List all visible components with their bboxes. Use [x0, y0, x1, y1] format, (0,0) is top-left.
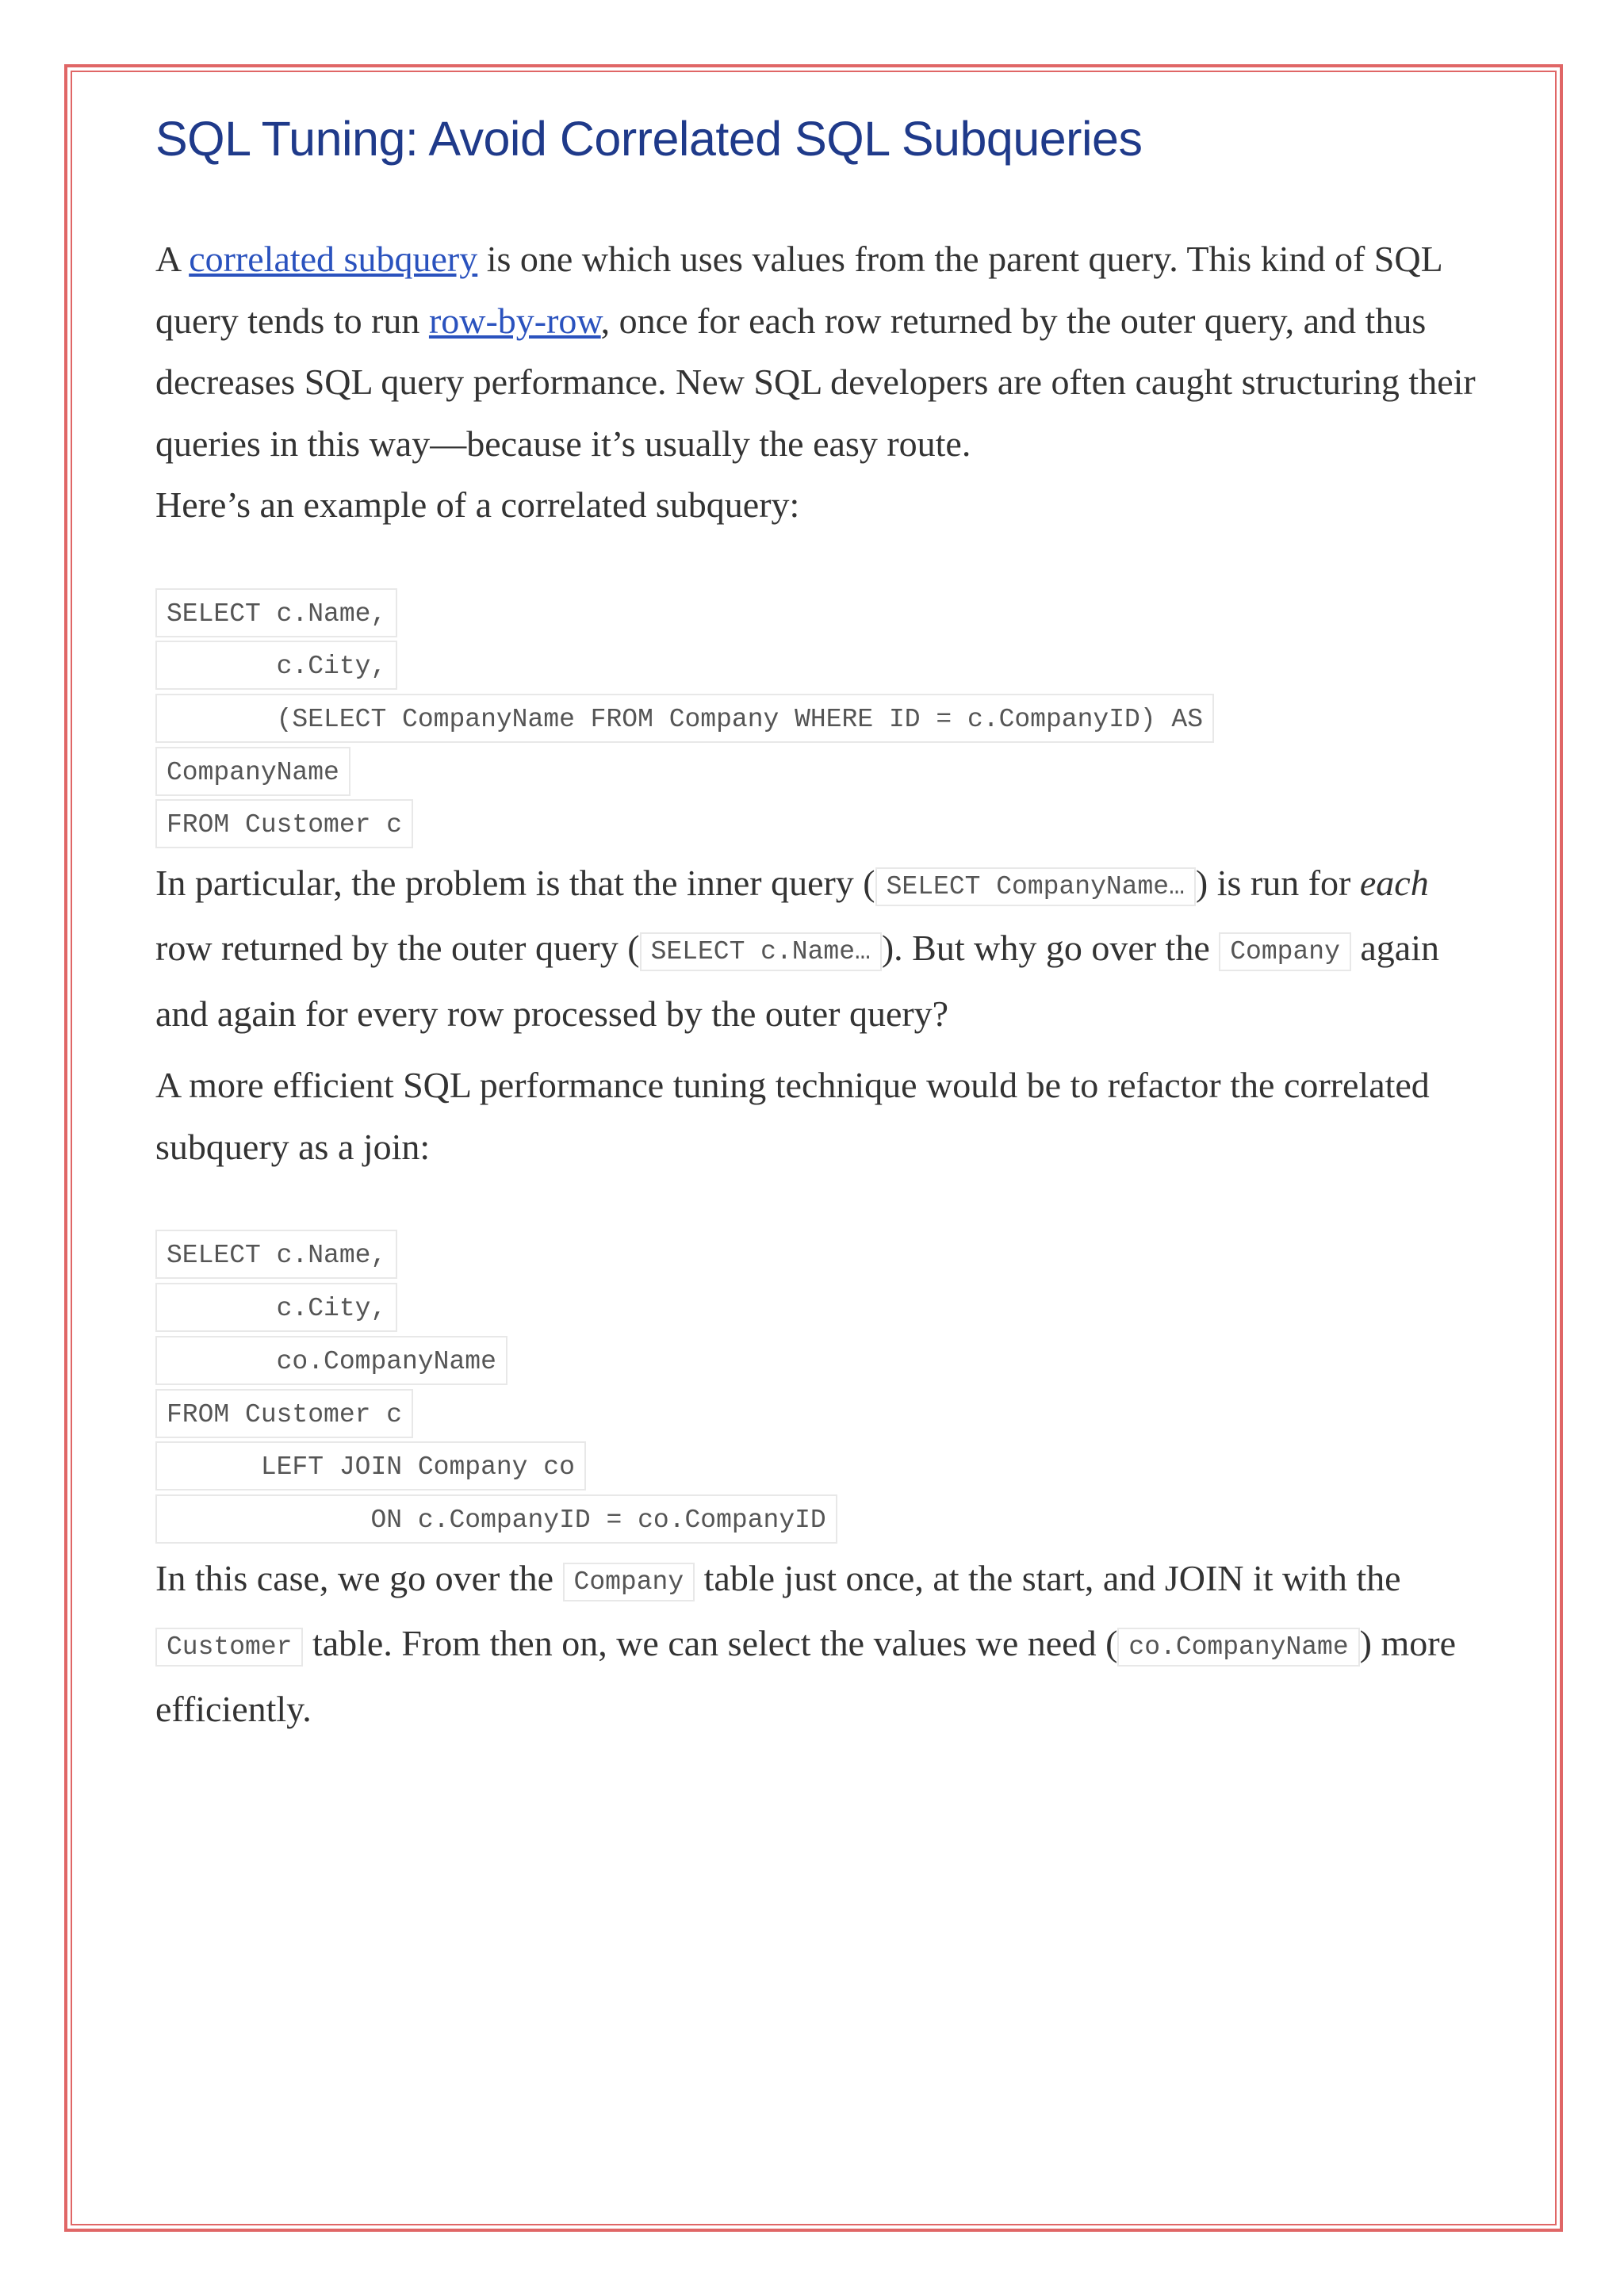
inline-code: SELECT c.Name…: [640, 932, 882, 971]
code-line: [155, 1230, 1488, 1283]
problem-text: row returned by the outer query (: [155, 928, 640, 969]
problem-text: ). But why go over the: [881, 928, 1220, 969]
code-text: co.CompanyName: [155, 1336, 508, 1385]
row-by-row-link[interactable]: row-by-row: [428, 300, 601, 341]
code-line: [155, 641, 1488, 694]
problem-paragraph: [155, 852, 1488, 1045]
problem-text: again and again for every row processed by the outer query?: [155, 928, 1439, 1034]
code-line: [155, 1494, 1488, 1548]
conclusion-paragraph: [155, 1548, 1488, 1740]
conclusion-text: In this case, we go over the: [155, 1557, 563, 1598]
intro-prefix: A: [155, 239, 190, 279]
problem-text: ) is run for: [1195, 862, 1360, 903]
code-line: [155, 1441, 1488, 1494]
page-title: SQL Tuning: Avoid Correlated SQL Subqueries: [155, 112, 1143, 166]
intro-middle: is one which uses values from the parent query. This kind of SQL query tends to run: [155, 239, 1442, 341]
code-line: [155, 1336, 1488, 1389]
correlated-subquery-link[interactable]: correlated subquery: [189, 239, 478, 279]
code-text: SELECT c.Name,: [155, 1230, 397, 1279]
code-text: LEFT JOIN Company co: [155, 1441, 586, 1490]
code-line: [155, 1389, 1488, 1442]
conclusion-text: table. From then on, we can select the values we need (: [303, 1623, 1118, 1664]
code-line: [155, 588, 1488, 641]
code-text: ON c.CompanyID = co.CompanyID: [155, 1494, 837, 1544]
conclusion-text: ) more efficiently.: [155, 1623, 1456, 1729]
code-block-correlated: [155, 588, 1488, 852]
intro-paragraph: [155, 228, 1488, 474]
code-text: FROM Customer c: [155, 1389, 413, 1438]
code-block-join: [155, 1230, 1488, 1547]
emphasis-text: each: [1359, 862, 1429, 903]
example-intro: Here’s an example of a correlated subquery:: [155, 484, 800, 525]
article: [155, 103, 1488, 1739]
code-line: [155, 799, 1488, 852]
code-text: (SELECT CompanyName FROM Company WHERE ID = c.CompanyID) AS: [155, 694, 1214, 743]
inline-code: co.CompanyName: [1117, 1628, 1359, 1667]
code-text: c.City,: [155, 1283, 397, 1332]
intro-suffix: , once for each row returned by the outer query, and thus decreases SQL query performance. New SQL developers are often caught structuring their queries in this way—because it’s usually the easy route.: [155, 300, 1476, 464]
code-line: [155, 694, 1488, 747]
inline-code: Company: [563, 1563, 695, 1601]
problem-text: In particular, the problem is that the inner query (: [155, 862, 875, 903]
refactor-paragraph: A more efficient SQL performance tuning technique would be to refactor the correlated subquery as a join:: [155, 1065, 1430, 1167]
conclusion-text: table just once, at the start, and JOIN it with the: [695, 1557, 1401, 1598]
code-text: CompanyName: [155, 747, 350, 796]
code-text: SELECT c.Name,: [155, 588, 397, 637]
inline-code: SELECT CompanyName…: [875, 867, 1196, 906]
code-text: FROM Customer c: [155, 799, 413, 848]
inline-code: Company: [1219, 932, 1351, 971]
code-line: [155, 1283, 1488, 1336]
inline-code: Customer: [155, 1628, 303, 1667]
code-text: c.City,: [155, 641, 397, 690]
code-line: [155, 747, 1488, 800]
